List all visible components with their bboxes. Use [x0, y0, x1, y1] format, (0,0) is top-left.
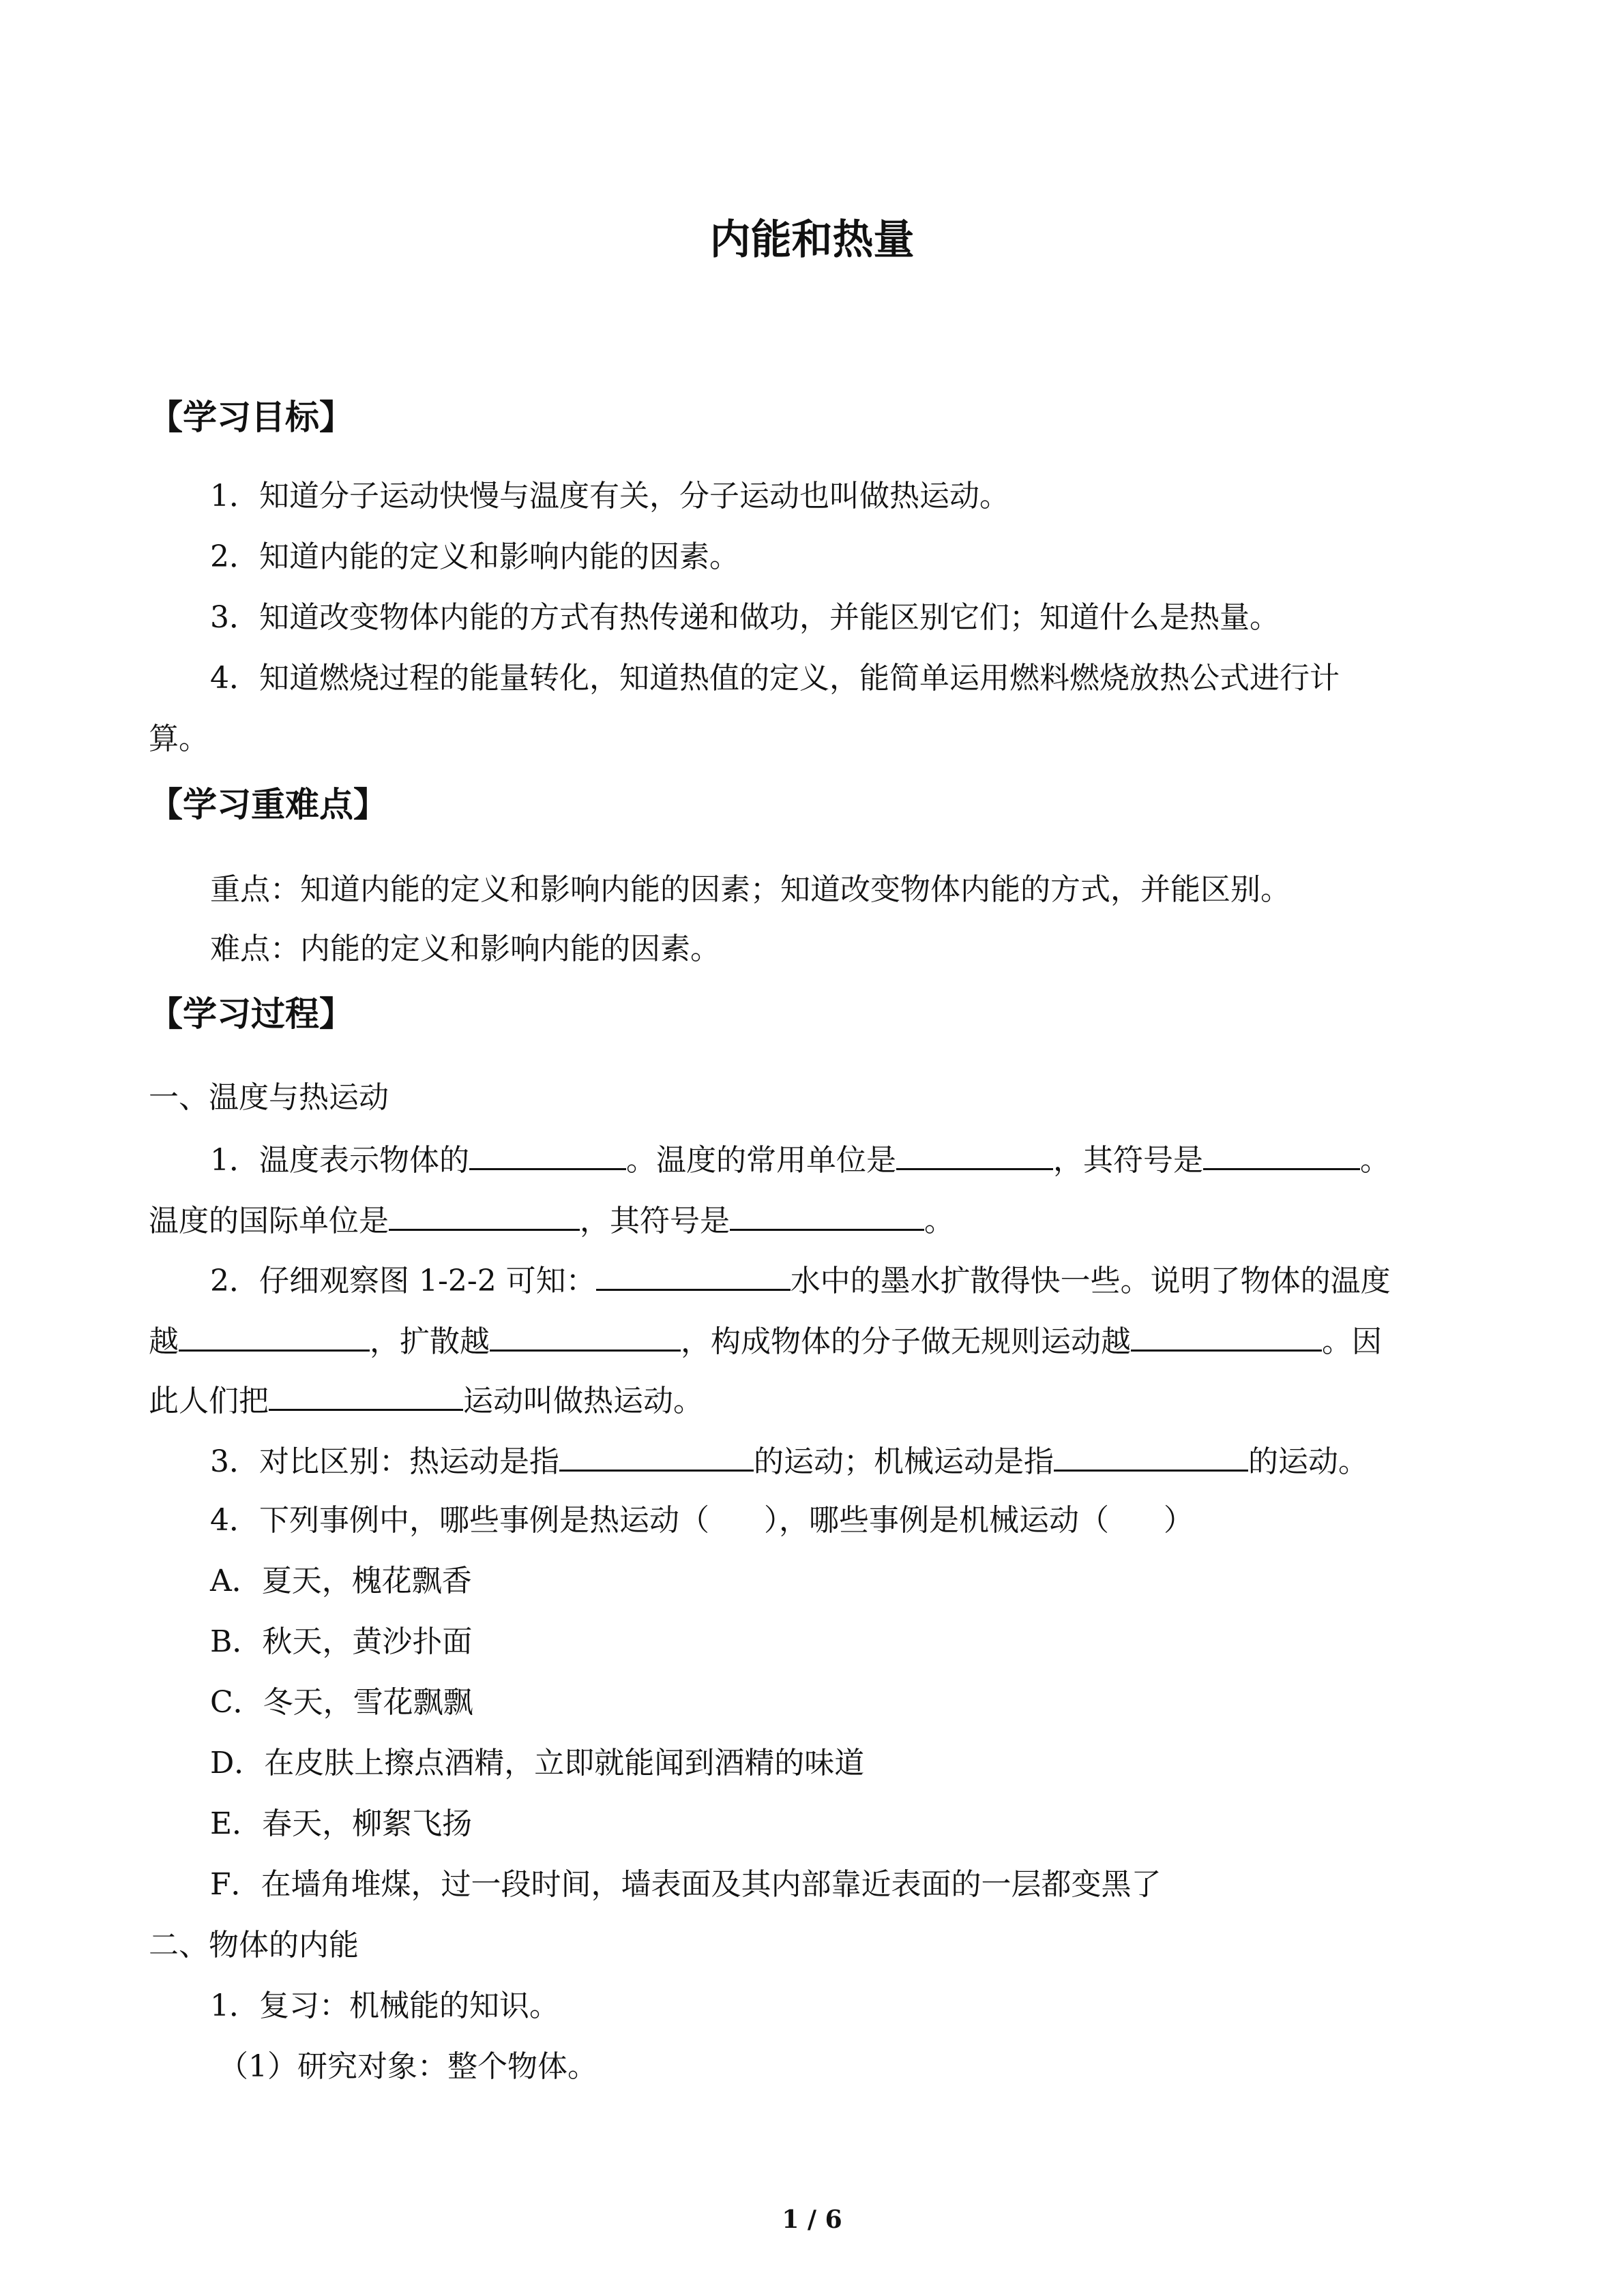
- option-c: C．冬天，雪花飘飘: [210, 1685, 473, 1720]
- q2-text-a: 2．仔细观察图 1-2-2 可知：: [210, 1264, 596, 1298]
- question-4: [210, 1500, 1194, 1541]
- q2-text-e: ，构成物体的分子做无规则运动越: [681, 1324, 1131, 1359]
- question-2-continuation: [149, 1379, 703, 1422]
- fill-blank[interactable]: [896, 1138, 1053, 1170]
- q2-text-g: 此人们把: [149, 1384, 269, 1418]
- key-points-heading: 【学习重难点】: [149, 785, 387, 824]
- question-1: [210, 1138, 1390, 1181]
- q3-text-a: 3．对比区别：热运动是指: [210, 1444, 559, 1479]
- q1-text-d: 。: [1360, 1143, 1390, 1178]
- question-3: [210, 1440, 1368, 1482]
- page-number: 1 / 6: [782, 2205, 842, 2234]
- q4-text-c: ）: [1164, 1503, 1194, 1538]
- fill-blank[interactable]: [1131, 1320, 1322, 1352]
- question-2: [210, 1259, 1391, 1302]
- question-2-continuation: [149, 1320, 1382, 1362]
- option-a: A．夏天，槐花飘香: [210, 1564, 472, 1598]
- goals-heading: 【学习目标】: [149, 398, 353, 437]
- page-title: 内能和热量: [709, 216, 915, 264]
- q2-text-d: ，扩散越: [370, 1324, 490, 1359]
- fill-blank[interactable]: [389, 1199, 580, 1231]
- fill-blank[interactable]: [269, 1379, 463, 1411]
- q3-text-b: 的运动；机械运动是指: [754, 1444, 1054, 1479]
- fill-blank[interactable]: [559, 1440, 754, 1472]
- process-heading: 【学习过程】: [149, 994, 353, 1034]
- q2-text-b: 水中的墨水扩散得快一些。说明了物体的温度: [790, 1264, 1391, 1298]
- fill-blank[interactable]: [1203, 1138, 1360, 1170]
- fill-blank[interactable]: [490, 1320, 681, 1352]
- goal-item-continuation: 算。: [149, 721, 209, 756]
- q4-text-a: 4．下列事例中，哪些事例是热运动（: [210, 1503, 709, 1538]
- q1-text-f: ，其符号是: [580, 1204, 730, 1238]
- q1-text-a: 1．温度表示物体的: [210, 1143, 469, 1178]
- goal-item: 1．知道分子运动快慢与温度有关，分子运动也叫做热运动。: [210, 479, 1009, 513]
- fill-blank[interactable]: [730, 1199, 924, 1231]
- question-1-continuation: [149, 1199, 954, 1242]
- fill-blank[interactable]: [469, 1138, 626, 1170]
- option-d: D．在皮肤上擦点酒精，立即就能闻到酒精的味道: [210, 1746, 865, 1780]
- q1-text-b: 。温度的常用单位是: [626, 1143, 896, 1178]
- sub-item: （1）研究对象：整个物体。: [218, 2049, 597, 2084]
- fill-blank[interactable]: [179, 1320, 370, 1352]
- q1-text-c: ，其符号是: [1053, 1143, 1203, 1178]
- q1-text-e: 温度的国际单位是: [149, 1204, 389, 1238]
- q2-text-c: 越: [149, 1324, 179, 1359]
- key-point: 重点：知道内能的定义和影响内能的因素；知道改变物体内能的方式，并能区别。: [210, 872, 1290, 907]
- q4-text-b: ），哪些事例是机械运动（: [764, 1503, 1109, 1538]
- part1-heading: 一、温度与热运动: [149, 1080, 389, 1115]
- q2-text-h: 运动叫做热运动。: [463, 1384, 703, 1418]
- difficult-point: 难点：内能的定义和影响内能的因素。: [210, 931, 720, 966]
- goal-item: 4．知道燃烧过程的能量转化，知道热值的定义，能简单运用燃料燃烧放热公式进行计: [210, 661, 1340, 696]
- fill-blank[interactable]: [596, 1259, 791, 1291]
- goal-item: 2．知道内能的定义和影响内能的因素。: [210, 539, 739, 574]
- review-item: 1．复习：机械能的知识。: [210, 1988, 559, 2023]
- part2-heading: 二、物体的内能: [149, 1928, 359, 1963]
- option-b: B．秋天，黄沙扑面: [210, 1624, 473, 1659]
- option-e: E．春天，柳絮飞扬: [210, 1806, 473, 1841]
- goal-item: 3．知道改变物体内能的方式有热传递和做功，并能区别它们；知道什么是热量。: [210, 600, 1280, 635]
- option-f: F．在墙角堆煤，过一段时间，墙表面及其内部靠近表面的一层都变黑了: [210, 1867, 1162, 1902]
- q2-text-f: 。因: [1322, 1324, 1382, 1359]
- q3-text-c: 的运动。: [1248, 1444, 1368, 1479]
- q1-text-g: 。: [924, 1204, 954, 1238]
- fill-blank[interactable]: [1054, 1440, 1248, 1472]
